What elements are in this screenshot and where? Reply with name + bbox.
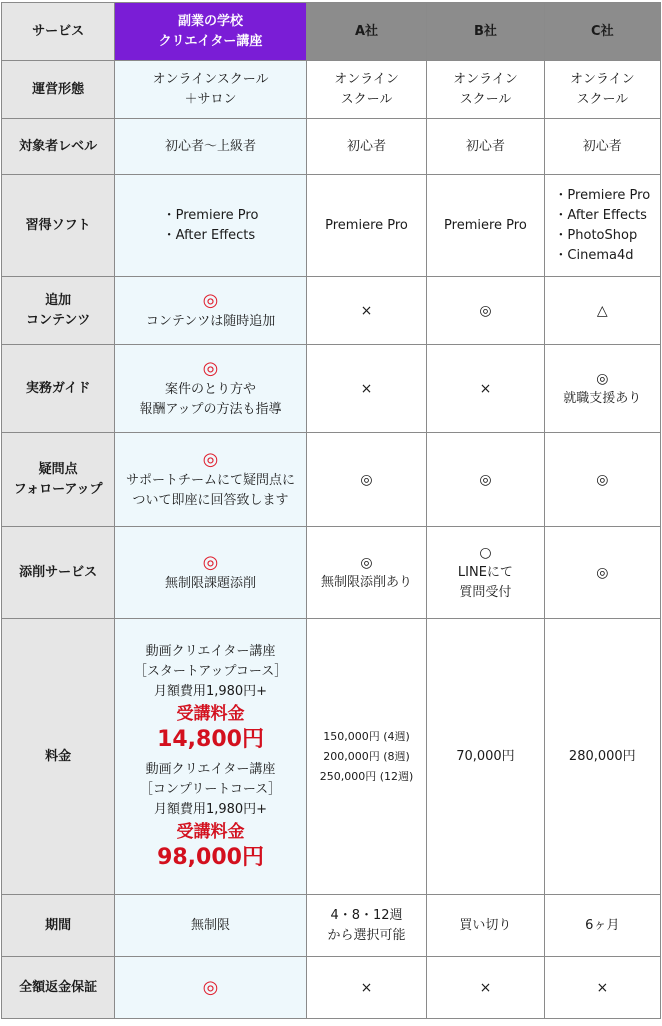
- cell-a: [306, 957, 426, 1019]
- cell-b: [427, 345, 544, 433]
- cell-a: 初心者: [306, 119, 426, 175]
- cell-b: Premiere Pro: [427, 175, 544, 277]
- cell-line: サポートチームにて疑問点に: [126, 472, 296, 488]
- cell-a: [306, 895, 426, 957]
- cell-c: [544, 277, 660, 345]
- header-main-line2: クリエイター講座: [158, 33, 263, 49]
- double-circle-icon: ◎: [596, 370, 609, 387]
- header-service: サービス: [2, 3, 115, 61]
- cell-b: [427, 277, 544, 345]
- cross-icon: ×: [360, 979, 373, 996]
- triangle-icon: △: [596, 302, 608, 319]
- cell-main: [115, 957, 307, 1019]
- cross-icon: ×: [479, 380, 492, 397]
- cell-main: 初心者〜上級者: [115, 119, 307, 175]
- cell-line: スクール: [576, 91, 629, 107]
- double-circle-icon: ◎: [360, 554, 373, 571]
- row-label: 対象者レベル: [2, 119, 115, 175]
- double-circle-icon: ◎: [202, 289, 219, 311]
- cell-main: [115, 527, 307, 619]
- double-circle-icon: ◎: [596, 564, 609, 581]
- cell-a: [306, 61, 426, 119]
- row-label: 習得ソフト: [2, 175, 115, 277]
- cell-b: [427, 527, 544, 619]
- cross-icon: ×: [360, 380, 373, 397]
- double-circle-icon: ◎: [202, 551, 219, 573]
- row-label: 期間: [2, 895, 115, 957]
- cell-main: [115, 175, 307, 277]
- course-line: 動画クリエイター講座: [145, 643, 276, 659]
- cell-line: ついて即座に回答致します: [132, 492, 289, 508]
- row-label: 料金: [2, 619, 115, 895]
- cell-b: 初心者: [427, 119, 544, 175]
- cell-line: 無制限添削あり: [321, 574, 413, 590]
- cell-line: オンラインスクール: [152, 71, 269, 87]
- cell-main: [115, 433, 307, 527]
- cell-c: [544, 957, 660, 1019]
- row-label: [2, 433, 115, 527]
- circle-icon: ○: [479, 544, 492, 561]
- double-circle-icon: ◎: [596, 471, 609, 488]
- cell-line: 就職支援あり: [563, 390, 642, 406]
- row-label-line: 疑問点: [38, 461, 78, 477]
- cell-line: ・Premiere Pro: [162, 207, 259, 223]
- cell-c: [544, 61, 660, 119]
- cell-a: [306, 433, 426, 527]
- row-guide: [2, 345, 661, 433]
- double-circle-icon: ◎: [479, 471, 492, 488]
- row-price: [2, 619, 661, 895]
- header-main-service: [115, 3, 307, 61]
- cell-line: オンライン: [570, 71, 635, 87]
- cell-a: [306, 345, 426, 433]
- cell-b: [427, 61, 544, 119]
- row-label: 実務ガイド: [2, 345, 115, 433]
- fee-amount: 98,000円: [157, 844, 264, 870]
- cross-icon: ×: [479, 979, 492, 996]
- row-label-line: 追加: [45, 292, 72, 308]
- row-level: [2, 119, 661, 175]
- cross-icon: ×: [596, 979, 609, 996]
- row-label: 添削サービス: [2, 527, 115, 619]
- double-circle-icon: ◎: [360, 471, 373, 488]
- row-label-line: コンテンツ: [25, 312, 91, 328]
- header-company-b: B社: [427, 3, 544, 61]
- cell-line: から選択可能: [327, 927, 406, 943]
- cell-line: ・PhotoShop: [554, 227, 638, 243]
- cell-main: [115, 619, 307, 895]
- cell-line: オンライン: [334, 71, 399, 87]
- row-label-line: フォローアップ: [13, 481, 103, 497]
- comparison-table: [1, 2, 661, 1019]
- cell-c: [544, 175, 660, 277]
- cell-b: [427, 957, 544, 1019]
- fee-amount: 14,800円: [157, 726, 264, 752]
- row-followup: [2, 433, 661, 527]
- double-circle-icon: ◎: [202, 976, 219, 998]
- cell-line: ・Cinema4d: [554, 247, 634, 263]
- cell-main: 無制限: [115, 895, 307, 957]
- cell-main: [115, 277, 307, 345]
- row-refund: [2, 957, 661, 1019]
- cell-c: [544, 527, 660, 619]
- course-line: 月額費用1,980円+: [153, 801, 268, 817]
- row-operation: [2, 61, 661, 119]
- row-correction: [2, 527, 661, 619]
- cell-a: [306, 619, 426, 895]
- cell-line: オンライン: [453, 71, 518, 87]
- price-line: 250,000円 (12週): [319, 769, 414, 783]
- cell-a: Premiere Pro: [306, 175, 426, 277]
- price-line: 200,000円 (8週): [323, 749, 410, 763]
- cell-b: 70,000円: [427, 619, 544, 895]
- course-line: 月額費用1,980円+: [153, 683, 268, 699]
- cell-a: [306, 277, 426, 345]
- fee-label: 受講料金: [176, 703, 245, 724]
- cell-c: 初心者: [544, 119, 660, 175]
- double-circle-icon: ◎: [479, 302, 492, 319]
- cell-line: ・Premiere Pro: [554, 187, 651, 203]
- cell-line: ・After Effects: [162, 227, 256, 243]
- cell-c: [544, 345, 660, 433]
- cell-b: [427, 433, 544, 527]
- cell-line: 報酬アップの方法も指導: [139, 401, 282, 417]
- cell-main: [115, 61, 307, 119]
- cell-line: LINEにて: [457, 564, 513, 580]
- header-company-a: A社: [306, 3, 426, 61]
- cell-line: 案件のとり方や: [165, 381, 257, 397]
- cell-c: [544, 433, 660, 527]
- cell-line: ＋サロン: [184, 91, 237, 107]
- row-label: 運営形態: [2, 61, 115, 119]
- row-period: [2, 895, 661, 957]
- double-circle-icon: ◎: [202, 448, 219, 470]
- cell-line: ・After Effects: [554, 207, 647, 223]
- cell-line: スクール: [459, 91, 512, 107]
- cell-b: 買い切り: [427, 895, 544, 957]
- cell-line: 質問受付: [459, 584, 512, 600]
- header-company-c: C社: [544, 3, 660, 61]
- cell-c: 280,000円: [544, 619, 660, 895]
- cell-line: コンテンツは随時追加: [145, 313, 276, 329]
- course-line: ［スタートアップコース］: [133, 663, 288, 679]
- price-line: 150,000円 (4週): [323, 729, 410, 743]
- course-line: 動画クリエイター講座: [145, 761, 276, 777]
- course-line: ［コンプリートコース］: [139, 781, 282, 797]
- double-circle-icon: ◎: [202, 357, 219, 379]
- header-row: [2, 3, 661, 61]
- row-label: 全額返金保証: [2, 957, 115, 1019]
- row-label: [2, 277, 115, 345]
- cell-line: 無制限課題添削: [165, 575, 257, 591]
- cross-icon: ×: [360, 302, 373, 319]
- row-software: [2, 175, 661, 277]
- cell-a: [306, 527, 426, 619]
- row-content: [2, 277, 661, 345]
- cell-c: 6ヶ月: [544, 895, 660, 957]
- cell-line: スクール: [340, 91, 393, 107]
- header-main-line1: 副業の学校: [178, 13, 244, 29]
- cell-line: 4・8・12週: [330, 907, 403, 923]
- fee-label: 受講料金: [176, 821, 245, 842]
- cell-main: [115, 345, 307, 433]
